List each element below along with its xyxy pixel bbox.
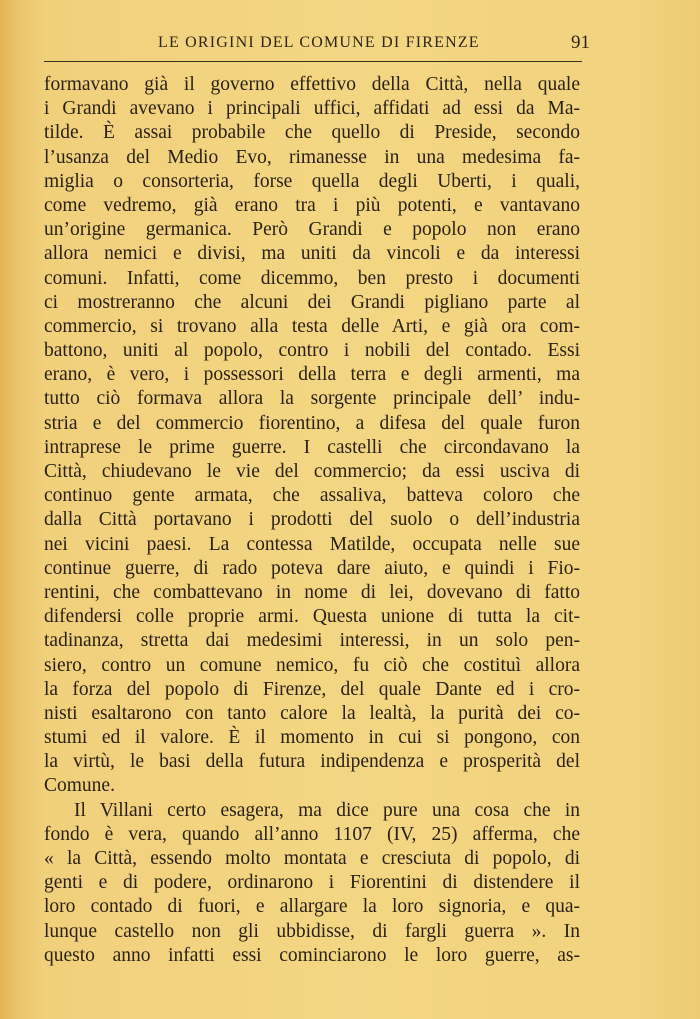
text-line: stria e del commercio fiorentino, a difesa del quale furon [44,412,580,434]
text-line: la virtù, le basi della futura indipendenza e prosperità del [44,751,580,773]
text-line: Città, chiudevano le vie del commercio; da essi usciva di [44,461,580,482]
text-line: tilde. È assai probabile che quello di Preside, secondo [44,122,580,144]
running-title: LE ORIGINI DEL COMUNE DI FIRENZE [158,34,480,51]
text-line: continue guerre, di rado poteva dare aiuto, e quindi i Fio- [44,557,580,579]
text-line: commercio, si trovano alla testa delle Arti, e già ora com- [44,315,580,337]
text-line: erano, è vero, i possessori della terra e degli armenti, ma [44,364,580,386]
text-line: loro contado di fuori, e allargare la loro signoria, e qua- [44,896,580,918]
text-line: tadinanza, stretta dai medesimi interessi, in un solo pen- [44,630,580,652]
text-line: fondo è vera, quando all’anno 1107 (IV, 25) afferma, che [44,823,580,845]
text-line: i Grandi avevano i principali uffici, affidati ad essi da Ma- [44,98,580,120]
text-line: rentini, che combattevano in nome di lei, dovevano di fatto [44,581,580,603]
text-line: la forza del popolo di Firenze, del quale Dante ed i cro- [44,678,580,700]
text-line: comuni. Infatti, come dicemmo, ben presto i documenti [44,267,580,289]
text-line: tutto ciò formava allora la sorgente principale dell’ indu- [44,388,580,410]
text-line: lunque castello non gli ubbidisse, di fargli guerra ». In [44,920,580,942]
text-line: come vedremo, già erano tra i più potenti, e vantavano [44,194,580,216]
text-line: continuo gente armata, che assaliva, batteva coloro che [44,485,580,507]
text-line: genti e di podere, ordinarono i Fiorentini di distendere il [44,872,580,894]
text-line: ci mostreranno che alcuni dei Grandi pigliano parte al [44,291,580,313]
text-line: siero, contro un comune nemico, fu ciò che costituì allora [44,654,580,676]
text-line: nei vicini paesi. La contessa Matilde, occupata nelle sue [44,533,580,555]
text-line: miglia o consorteria, forse quella degli Uberti, i quali, [44,170,580,192]
paragraph-end-line: Comune. [44,775,115,797]
body-text [44,73,580,968]
text-line: nisti esaltarono con tanto calore la lealtà, la purità dei co- [44,702,580,724]
text-line: stumi ed il valore. È il momento in cui si pongono, con [44,727,580,749]
running-head [44,30,590,60]
header-rule [44,61,582,62]
text-line: allora nemici e divisi, ma uniti da vincoli e da interessi [44,243,580,265]
text-line: « la Città, essendo molto montata e cresciuta di popolo, di [44,848,580,869]
text-line: intraprese le prime guerre. I castelli che circondavano la [44,436,580,458]
page-number: 91 [571,32,590,53]
text-line: formavano già il governo effettivo della Città, nella quale [44,74,580,95]
text-line: dalla Città portavano i prodotti del suolo o dell’industria [44,509,580,531]
text-line: l’usanza del Medio Evo, rimanesse in una medesima fa- [44,146,580,168]
text-line: difendersi colle proprie armi. Questa unione di tutta la cit- [44,606,580,628]
paragraph-start-line: Il Villani certo esagera, ma dice pure una cosa che in [74,799,580,821]
text-line: questo anno infatti essi cominciarono le loro guerre, as- [44,944,580,966]
text-line: un’origine germanica. Però Grandi e popolo non erano [44,219,580,241]
text-line: battono, uniti al popolo, contro i nobili del contado. Essi [44,340,580,362]
